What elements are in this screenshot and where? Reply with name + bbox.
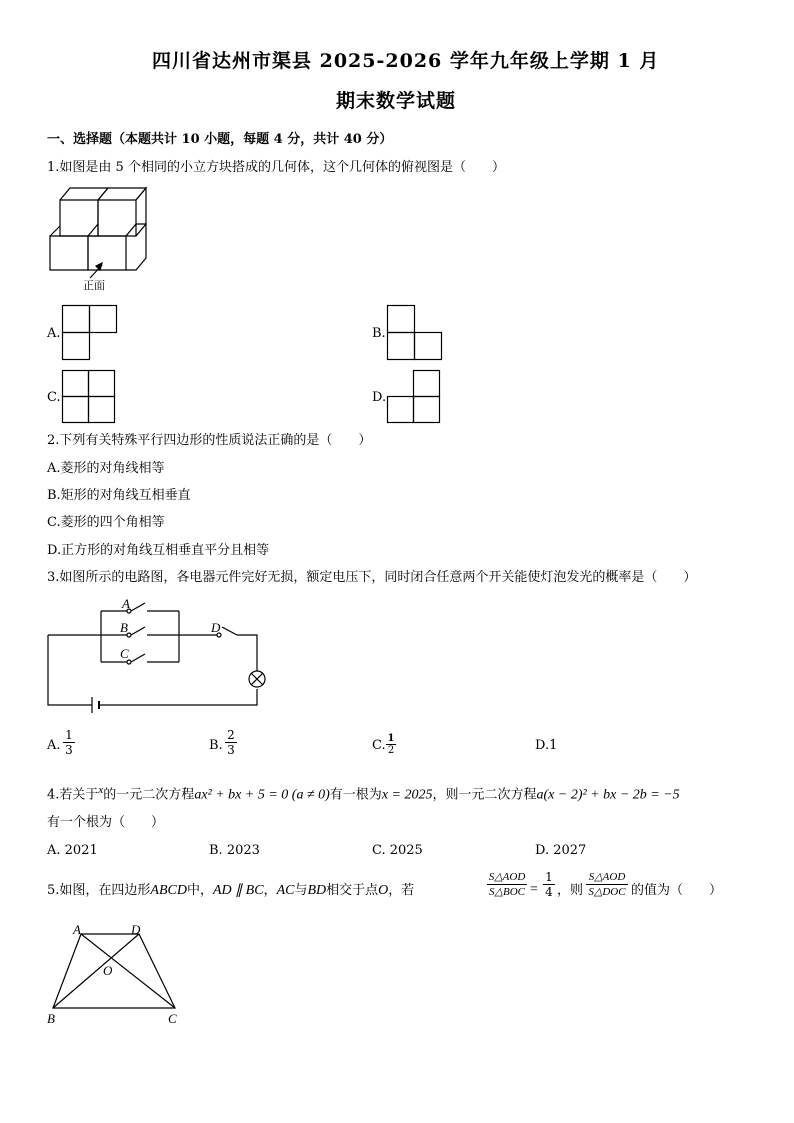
q3-option-c-label[interactable]: C. [372,738,386,753]
switch-c-label: C [120,646,129,661]
switch-d-label: D [211,620,221,635]
vertex-a-label: A [73,922,81,937]
q3-option-b-label[interactable]: B. [209,738,223,753]
q4-stem-line2: 有一个根为（ ） [47,815,165,830]
q5-stem-f: ，若 [388,883,415,898]
q5-stem-c: ， [263,883,277,898]
q4-root: x = 2025 [381,787,433,803]
q3-circuit-diagram [47,595,269,720]
q2-option-d[interactable]: D.正方形的对角线互相垂直平分且相等 [47,543,270,558]
q2-stem: 2.下列有关特殊平行四边形的性质说法正确的是（ ） [47,433,372,448]
q1-option-a-figure [62,305,118,361]
switch-b-label: B [120,620,128,635]
q5-stem-g: ，则 [557,883,584,898]
q1-option-b-label[interactable]: B. [372,326,386,341]
title-line-2: 期末数学试题 [336,90,457,112]
q4-option-a[interactable]: A. 2021 [47,843,98,858]
q4-stem-line1 [47,782,680,803]
q5-bd: BD [307,883,327,898]
q5-quad: ABCD [150,883,187,898]
q5-trapezoid-figure [47,922,187,1022]
q5-o: O [378,883,389,898]
q5-ac: AC [276,883,295,898]
q4-stem-a: 4.若关于 [47,787,99,803]
q3-option-a-label[interactable]: A. [47,738,61,753]
q5-stem-h: 的值为（ ） [631,883,723,898]
q4-stem-b: 的一元二次方程 [103,787,195,803]
vertex-d-label: D [131,922,141,937]
title-line-1: 四川省达州市渠县 2025-2026 学年九年级上学期 1 月 [152,50,660,72]
q4-stem-c: 有一根为 [329,787,382,803]
q1-option-d-label[interactable]: D. [372,390,387,405]
front-view-label: 正面 [83,279,105,292]
q4-equation-2: a(x − 2)² + bx − 2b = −5 [536,787,680,803]
vertex-o-label: O [103,963,113,978]
q4-option-d[interactable]: D. 2027 [535,843,587,858]
q2-option-c[interactable]: C.菱形的四个角相等 [47,515,165,530]
q1-stem: 1.如图是由 5 个相同的小立方块搭成的几何体，这个几何体的俯视图是（ ） [47,160,505,175]
q4-option-b[interactable]: B. 2023 [209,843,260,858]
q3-option-a-fraction: 1 3 [63,728,75,757]
vertex-c-label: C [168,1011,177,1026]
q1-option-b-figure [387,305,443,361]
q1-option-c-label[interactable]: C. [47,390,61,405]
q5-parallel: AD ∥ BC [212,883,264,898]
q4-var-x: x [98,784,104,796]
q3-option-d[interactable]: D.1 [535,738,558,753]
q1-option-a-label[interactable]: A. [47,326,61,341]
vertex-b-label: B [47,1011,55,1026]
q5-fraction-2: 1 4 [543,870,555,899]
q5-stem-a: 5.如图，在四边形 [47,883,151,898]
q1-option-d-figure [387,370,441,424]
q3-option-c-fraction: 1 2 [387,733,395,756]
switch-a-label: A [122,596,130,611]
q5-stem-e: 相交于点 [326,883,379,898]
q1-option-c-figure [62,370,116,424]
section-heading: 一、选择题（本题共计 10 小题，每题 4 分，共计 40 分） [47,132,393,147]
q4-option-c[interactable]: C. 2025 [372,843,423,858]
q3-option-b-fraction: 2 3 [225,728,237,757]
q2-option-a[interactable]: A.菱形的对角线相等 [47,461,165,476]
q5-stem-d: 与 [294,883,308,898]
q5-equals: = [530,882,538,897]
q5-fraction-3: S△AOD S△DOC [586,870,628,899]
q4-equation-1: ax² + bx + 5 = 0 (a ≠ 0) [194,787,330,803]
q3-stem: 3.如图所示的电路图，各电器元件完好无损，额定电压下，同时闭合任意两个开关能使灯泡发光的概率是（ ） [47,570,697,585]
q5-fraction-1: S△AOD S△BOC [488,871,526,898]
q5-stem [47,883,414,899]
q2-option-b[interactable]: B.矩形的对角线互相垂直 [47,488,191,503]
q4-stem-d: ，则一元二次方程 [432,787,537,803]
q5-stem-b: 中， [186,883,213,898]
